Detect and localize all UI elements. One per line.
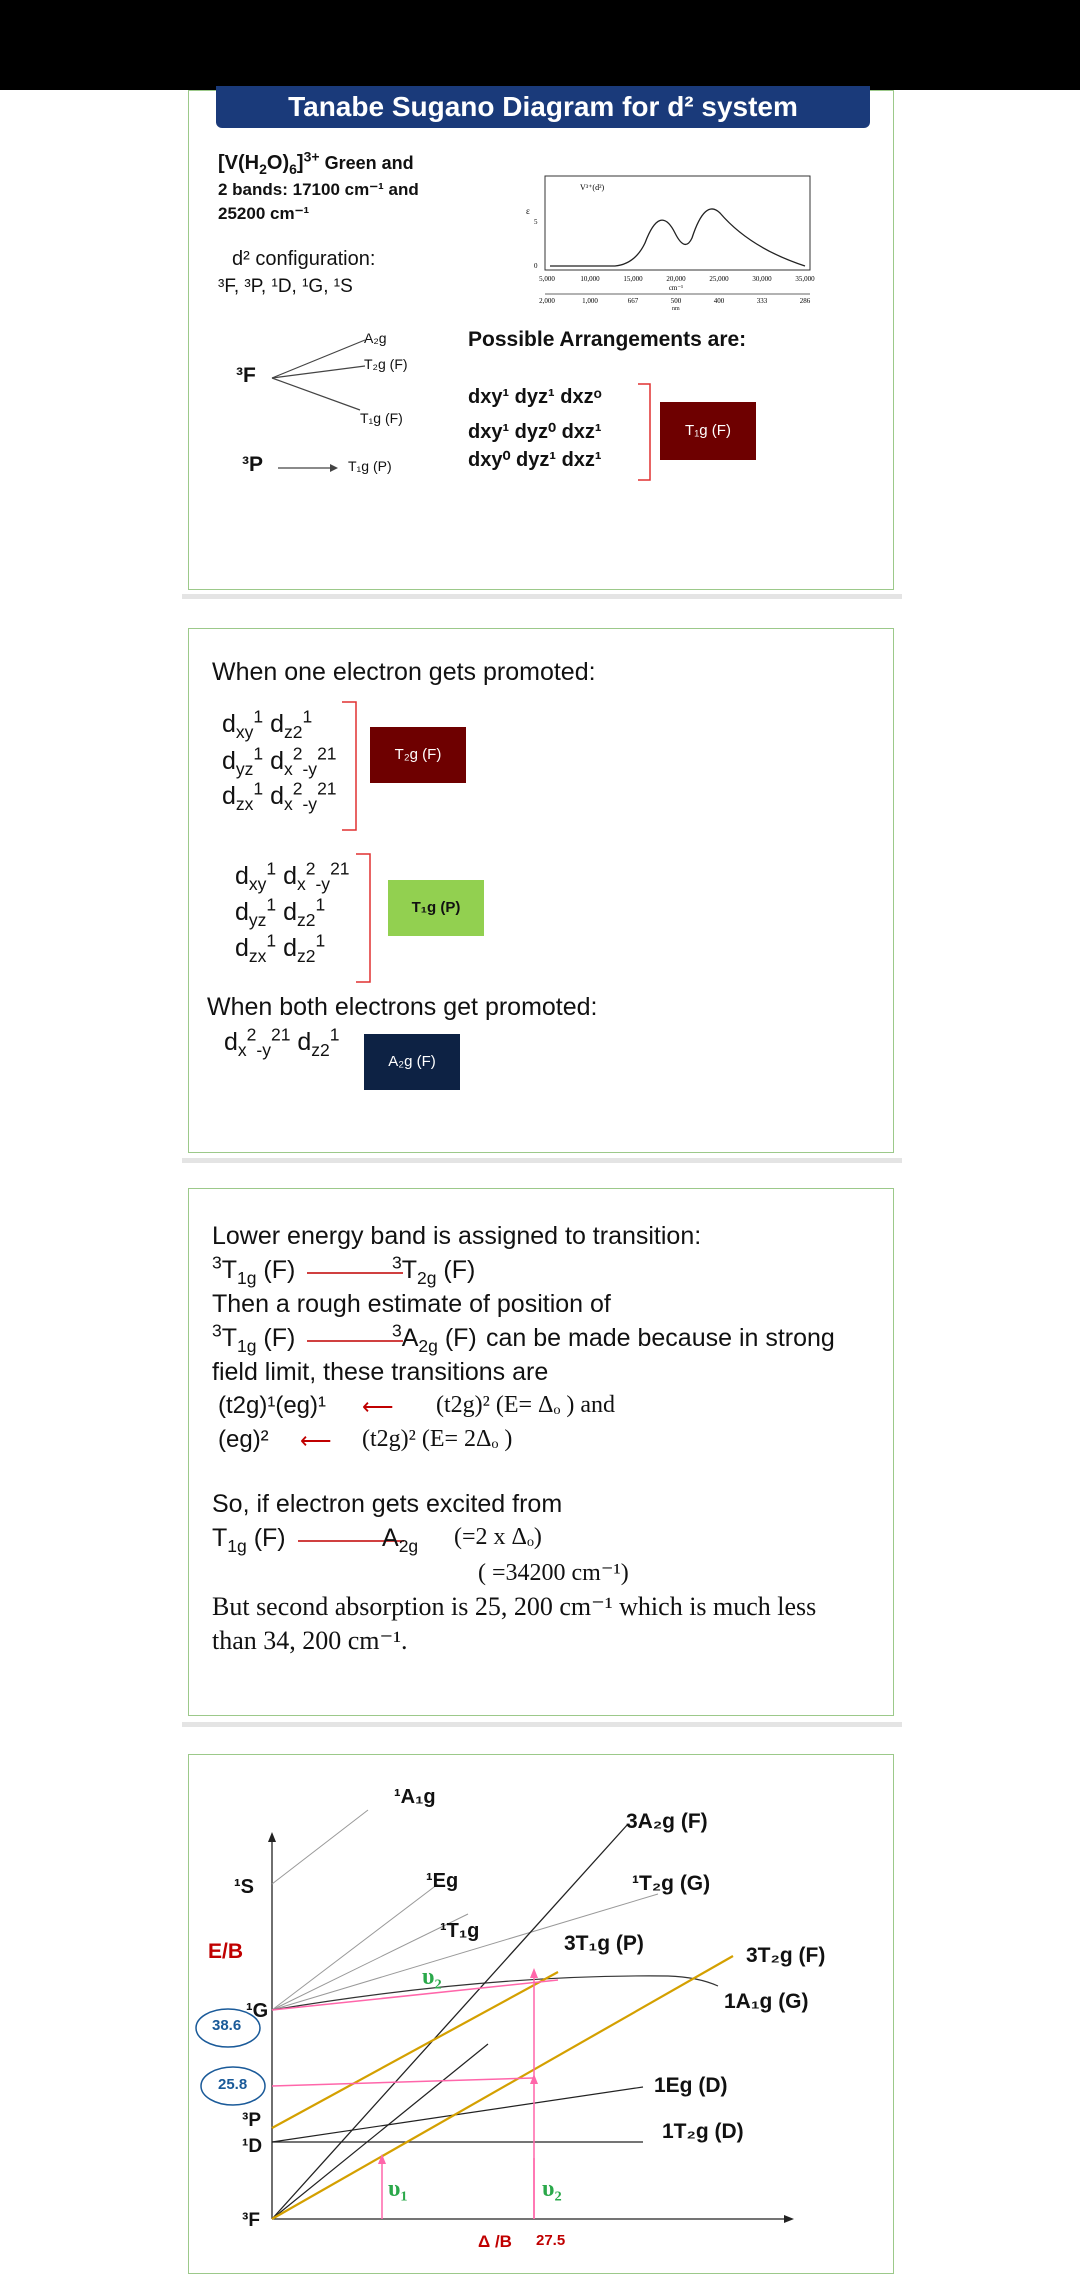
s3-line-4: So, if electron gets excited from <box>212 1490 563 1518</box>
s3-arrow-1 <box>305 1268 405 1278</box>
group1-config-1: $d_{xy}^1$ $d_{z2}^1$ <box>222 706 313 742</box>
wavenumber-tick: 5,000 <box>539 275 555 283</box>
inner-label-1A1g: ¹A₁g <box>394 1786 436 1808</box>
s3-t3-value: (=2 x Δₒ) <box>454 1524 542 1550</box>
right-label-1T2g-G: ¹T₂g (G) <box>632 1872 711 1895</box>
left-term-1G: ¹G <box>246 2000 269 2022</box>
s3-line-2: Then a rough estimate of position of <box>212 1290 611 1318</box>
group2-config-2: $d_{yz}^1$ $d_{z2}^1$ <box>235 894 326 930</box>
one-electron-heading: When one electron gets promoted: <box>212 658 596 686</box>
bands-line-1: 2 bands: 17100 cm⁻¹ and <box>218 180 419 199</box>
s3-eq2-right: (t2g)² (E= 2Δₒ ) <box>362 1426 513 1452</box>
upsilon-2-lower: υ₂ <box>542 2176 562 2202</box>
marker-38-6: 38.6 <box>212 2017 242 2034</box>
s3-eq1-left: (t2g)¹(eg)¹ <box>218 1392 327 1419</box>
right-label-3A2g: 3A₂g (F) <box>626 1810 708 1833</box>
group2-config-3: $d_{zx}^1$ $d_{z2}^1$ <box>235 930 326 966</box>
x-axis-arrow <box>784 2215 794 2223</box>
both-config: $d_x^2_{-y}^{21}$ $d_{z2}^1$ <box>224 1024 340 1060</box>
group2-box: T₁g (P) <box>388 880 484 936</box>
line-1A1g-G <box>272 1976 718 2010</box>
split-A2g: A₂g <box>364 330 387 346</box>
bands-line-2: 25200 cm⁻¹ <box>218 204 310 223</box>
both-box: A₂g (F) <box>364 1034 460 1090</box>
split-T1g-F: T₁g (F) <box>360 410 403 426</box>
slide-1-title: Tanabe Sugano Diagram for d² system <box>216 86 870 128</box>
group2-bracket <box>354 852 374 984</box>
term-3F: ³F <box>236 364 256 387</box>
arrow-v2-upper <box>530 1968 538 1978</box>
y-axis-arrow <box>268 1832 276 1842</box>
right-label-1Eg-D: 1Eg (D) <box>654 2074 728 2097</box>
upsilon-1: υ₁ <box>388 2176 408 2202</box>
wavenumber-unit: cm⁻¹ <box>668 284 684 292</box>
left-term-1S: ¹S <box>234 1876 254 1898</box>
wavenumber-tick: 10,000 <box>580 275 600 283</box>
left-term-3F: ³F <box>242 2210 260 2231</box>
arrangement-2: dxy¹ dyz⁰ dxz¹ <box>468 421 602 443</box>
wavenumber-tick: 20,000 <box>666 275 686 283</box>
right-label-3T1g-P: 3T₁g (P) <box>564 1932 644 1955</box>
group1-box: T₂g (F) <box>370 727 466 783</box>
both-electrons-heading: When both electrons get promoted: <box>207 993 598 1021</box>
spectrum-ion-label: V³⁺(d²) <box>580 183 605 192</box>
arrangement-bracket <box>636 382 656 482</box>
s3-eq2-left: (eg)² <box>218 1426 269 1453</box>
x-marker-value: 27.5 <box>536 2232 566 2249</box>
split-T2g: T₂g (F) <box>364 356 408 372</box>
arrangement-1: dxy¹ dyz¹ dxzᵒ <box>468 386 602 408</box>
s3-line-6: than 34, 200 cm⁻¹. <box>212 1626 408 1655</box>
separator <box>182 1158 902 1163</box>
s3-t3-value-2: ( =34200 cm⁻¹) <box>478 1560 629 1586</box>
s3-line-1: Lower energy band is assigned to transition: <box>212 1222 702 1250</box>
right-label-1T2g-D: 1T₂g (D) <box>662 2120 744 2143</box>
separator <box>182 1722 902 1727</box>
group1-config-2: $d_{yz}^1$ $d_x^2_{-y}^{21}$ <box>222 743 337 779</box>
wavelength-unit: nm <box>672 306 680 312</box>
left-term-1D: ¹D <box>242 2136 263 2157</box>
spectrum-y-tick: 0 <box>534 262 538 270</box>
wavenumber-tick: 25,000 <box>709 275 729 283</box>
term-3P: ³P <box>242 453 263 476</box>
upsilon-2-upper: υ₂ <box>422 1964 442 1990</box>
wavelength-tick: 400 <box>713 297 725 305</box>
complex-formula: $[V(H_2O)_6]^{3+}$ Green and <box>218 148 414 177</box>
s3-eq1-arrow: ⟵ <box>362 1394 394 1419</box>
right-label-3T2g-F: 3T₂g (F) <box>746 1944 826 1967</box>
wavelength-tick: 333 <box>756 297 768 305</box>
s3-t3-to: $A_{2g}$ <box>382 1524 419 1556</box>
s3-eq1-right: (t2g)² (E= Δₒ ) and <box>436 1392 616 1418</box>
marker-25-8: 25.8 <box>218 2076 248 2093</box>
wavelength-tick: 500 <box>670 297 682 305</box>
s3-line-5: But second absorption is 25, 200 cm⁻¹ which is much less <box>212 1592 817 1621</box>
arrangement-3: dxy⁰ dyz¹ dxz¹ <box>468 449 602 471</box>
inner-label-1T1g: ¹T₁g <box>440 1920 480 1942</box>
spectrum-curve <box>550 209 805 266</box>
configuration-label: d² configuration: <box>232 248 376 270</box>
s3-t2-to: $^3A_{2g}$ (F) <box>392 1320 477 1356</box>
spectrum-y-label: ε <box>526 206 530 216</box>
s3-line-3: field limit, these transitions are <box>212 1358 549 1386</box>
line-25-8 <box>272 2078 533 2086</box>
arrow-v2-lower <box>530 2074 538 2084</box>
s3-t1-from: $^3T_{1g}$ (F) <box>212 1252 296 1288</box>
top-bar <box>0 0 1080 90</box>
group2-config-1: $d_{xy}^1$ $d_x^2_{-y}^{21}$ <box>235 858 350 894</box>
left-term-3P: ³P <box>242 2110 261 2131</box>
x-axis-label: Δ /B <box>478 2232 512 2251</box>
right-label-1A1g-G: 1A₁g (G) <box>724 1990 809 2013</box>
group1-config-3: $d_{zx}^1$ $d_x^2_{-y}^{21}$ <box>222 778 337 814</box>
wavelength-tick: 1,000 <box>582 297 598 305</box>
s3-t2-from: $^3T_{1g}$ (F) <box>212 1320 296 1356</box>
y-axis-label: E/B <box>208 1940 244 1963</box>
wavelength-tick: 286 <box>799 297 811 305</box>
wavenumber-tick: 15,000 <box>623 275 643 283</box>
spectrum-y-tick: 5 <box>534 218 538 226</box>
wavelength-tick: 667 <box>627 297 639 305</box>
separator <box>182 594 902 599</box>
term-list: ³F, ³P, ¹D, ¹G, ¹S <box>218 276 353 297</box>
s3-t1-to: $^3T_{2g}$ (F) <box>392 1252 476 1288</box>
s3-t3-from: $T_{1g}$ (F) <box>212 1524 286 1556</box>
s3-eq2-arrow: ⟵ <box>300 1428 332 1453</box>
wavenumber-tick: 30,000 <box>752 275 772 283</box>
line-1A1g <box>272 1810 368 1884</box>
s3-t2-tail: can be made because in strong <box>486 1324 835 1352</box>
s3-arrow-2 <box>305 1336 405 1346</box>
line-1Eg <box>272 1884 438 2010</box>
ground-state-box: T₁g (F) <box>660 402 756 460</box>
inner-label-1Eg: ¹Eg <box>426 1870 459 1892</box>
line-1Eg-D <box>272 2087 643 2142</box>
wavenumber-tick: 35,000 <box>795 275 815 283</box>
absorption-spectrum <box>520 168 820 308</box>
split-T1g-P: T₁g (P) <box>348 458 392 474</box>
group1-bracket <box>340 700 360 832</box>
arrangements-heading: Possible Arrangements are: <box>468 328 747 351</box>
wavelength-tick: 2,000 <box>539 297 555 305</box>
